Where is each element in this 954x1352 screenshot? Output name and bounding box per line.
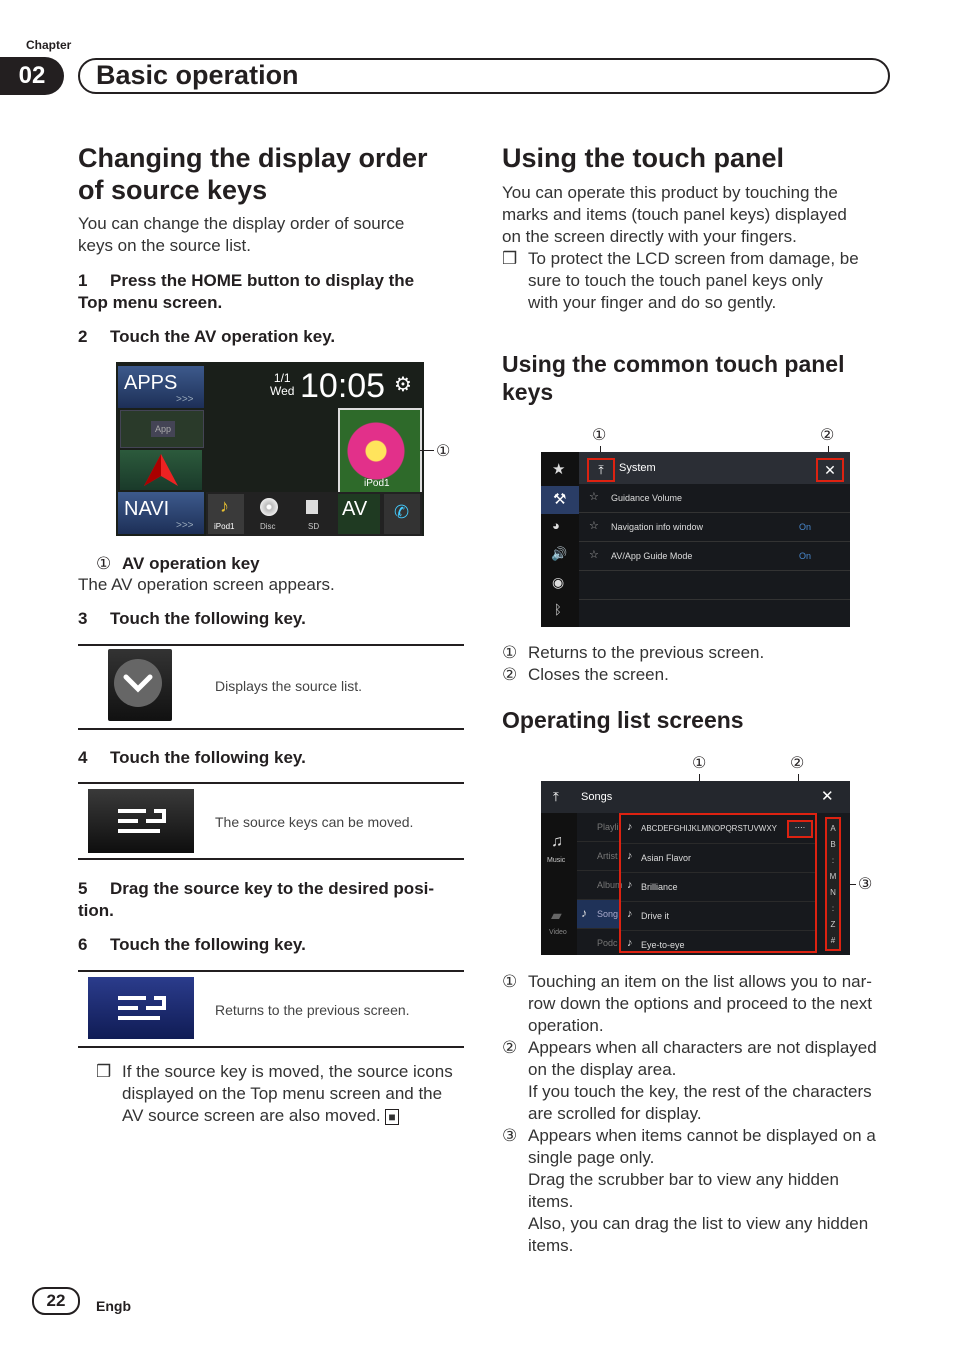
speaker-icon[interactable]: 🔊	[551, 546, 568, 561]
subsection-common-keys	[502, 350, 844, 406]
step-text: Press the HOME button to display the	[110, 271, 415, 290]
category-item[interactable]	[577, 871, 623, 900]
step-number: 3	[78, 609, 88, 628]
list-item[interactable]	[621, 931, 815, 955]
legend-line: items.	[528, 1236, 574, 1255]
left-intro-line: keys on the source list.	[78, 236, 251, 255]
favorite-star-icon[interactable]: ☆	[589, 549, 599, 561]
music-note-icon: ♪	[220, 496, 229, 516]
step-number: 1	[78, 271, 88, 290]
bluetooth-icon[interactable]: ᛒ	[554, 602, 562, 617]
legend-label: AV operation key	[122, 554, 260, 573]
song-list	[619, 813, 817, 953]
chapter-title: Basic operation	[96, 60, 299, 90]
app-button[interactable]	[120, 410, 204, 448]
list-legend	[502, 971, 902, 1257]
key-table-row-3	[78, 970, 464, 1048]
left-intro	[78, 213, 404, 257]
row-description: Returns to the previous screen.	[215, 1002, 410, 1018]
settings-row-value: On	[799, 551, 812, 561]
sd-card-icon	[306, 500, 318, 514]
list-header	[541, 781, 850, 813]
apps-arrows: >>>	[176, 394, 194, 405]
settings-row[interactable]	[579, 542, 850, 571]
av-key-description: The AV operation screen appears.	[78, 575, 335, 594]
dock-label: SD	[308, 522, 320, 531]
av-key-legend	[96, 553, 260, 575]
settings-row-label: AV/App Guide Mode	[611, 551, 693, 561]
legend-line: Appears when items cannot be displayed on a	[528, 1126, 876, 1145]
reorder-icon	[116, 805, 170, 837]
settings-list	[579, 484, 850, 600]
callout-marker: ②	[790, 755, 805, 772]
date-day: Wed	[270, 384, 295, 398]
step-text: Top menu screen.	[78, 293, 223, 312]
row-description: The source keys can be moved.	[215, 814, 414, 830]
apps-button[interactable]	[118, 366, 204, 408]
category-item-selected[interactable]	[577, 900, 619, 929]
settings-row[interactable]	[579, 484, 850, 513]
music-note-icon: ♪	[627, 821, 633, 833]
source-list-key[interactable]	[108, 649, 172, 721]
key-table-row-2	[78, 782, 464, 860]
scrubber-letters	[827, 821, 839, 949]
right-intro-line: You can operate this product by touching the	[502, 183, 838, 202]
right-section-title: Using the touch panel	[502, 143, 785, 173]
legend-line: row down the options and proceed to the next	[528, 994, 873, 1013]
step-text: Touch the following key.	[110, 748, 306, 767]
list-item-label: Asian Flavor	[641, 853, 692, 863]
scrubber-letter: N	[830, 888, 836, 897]
music-note-icon: ♪	[627, 850, 633, 862]
page-number: 22	[32, 1287, 80, 1315]
left-title-line2: of source keys	[78, 175, 268, 205]
left-note	[96, 1061, 466, 1127]
list-item-label: ABCDEFGHIJKLMNOPQRSTUVWXY	[641, 824, 778, 833]
scrubber-letter: A	[830, 824, 836, 833]
step-text: Touch the following key.	[110, 609, 306, 628]
settings-row[interactable]	[579, 513, 850, 542]
legend-line: Also, you can drag the list to view any hidden	[528, 1214, 869, 1233]
system-header	[579, 452, 850, 484]
dock-sd-button[interactable]	[294, 494, 330, 534]
note-line: AV source screen are also moved.	[122, 1106, 381, 1125]
step-number: 6	[78, 935, 88, 954]
scrubber-letter: :	[831, 856, 835, 865]
music-note-icon: ♪	[627, 908, 633, 920]
callout-marker: ①	[502, 972, 518, 991]
note-line: with your finger and do so gently.	[528, 293, 777, 312]
legend-line: Drag the scrubber bar to view any hidden	[528, 1170, 839, 1189]
left-intro-line: You can change the display order of source	[78, 214, 405, 233]
note-checkbox-icon: ❒	[502, 249, 518, 268]
legend-line: If you touch the key, the rest of the characters	[528, 1082, 872, 1101]
callout-marker: ①	[436, 443, 451, 460]
star-icon[interactable]: ★	[552, 461, 566, 478]
navigation-arrow-icon	[144, 454, 178, 486]
callout-marker: ②	[502, 665, 518, 684]
back-arrow-icon[interactable]: ⤒	[587, 458, 615, 482]
step-text: tion.	[78, 901, 114, 920]
language-code: Engb	[96, 1298, 131, 1314]
scrubber-letter: B	[830, 840, 836, 849]
category-item[interactable]	[577, 842, 619, 871]
ipod-label: iPod1	[364, 478, 390, 489]
dock-av-button[interactable]	[338, 494, 380, 534]
app-button-label: App	[151, 421, 175, 437]
date-top: 1/1	[273, 371, 291, 385]
callout-marker: ②	[820, 427, 835, 444]
key-table-row-1	[78, 644, 464, 730]
top-menu-screenshot	[116, 362, 424, 536]
legend-line: are scrolled for display.	[528, 1104, 702, 1123]
music-note-icon: ♪	[581, 906, 587, 920]
legend-line: on the display area.	[528, 1060, 677, 1079]
system-tab[interactable]	[541, 486, 579, 514]
right-intro	[502, 182, 847, 248]
settings-row-label: Navigation info window	[611, 522, 704, 532]
back-arrow-icon[interactable]: ⤒	[553, 789, 559, 804]
chevron-down-icon	[114, 659, 162, 707]
alphabet-scrubber-bar[interactable]	[825, 817, 841, 951]
list-item[interactable]	[621, 844, 815, 873]
legend-text: Closes the screen.	[528, 665, 669, 684]
chapter-label: Chapter	[26, 38, 72, 52]
music-note-icon: ♪	[627, 879, 633, 891]
navi-arrows: >>>	[176, 520, 194, 531]
theme-icon[interactable]: ◕	[552, 518, 560, 533]
dock-label: Disc	[260, 522, 276, 531]
callout-leader	[420, 450, 434, 451]
category-label: Song	[597, 909, 619, 919]
favorite-star-icon[interactable]: ☆	[589, 520, 599, 532]
subsection-title-line: Using the common touch panel	[502, 351, 845, 377]
system-settings-screenshot	[541, 452, 850, 627]
navi-map-tile[interactable]	[120, 450, 202, 490]
step-2	[78, 326, 335, 348]
av-operation-key[interactable]	[338, 408, 422, 494]
note-line: If the source key is moved, the source icons	[122, 1062, 453, 1081]
dock-disc-button[interactable]	[250, 494, 286, 534]
callout-marker: ③	[502, 1126, 518, 1145]
clock: 10:05	[300, 367, 386, 405]
legend-entry	[502, 1037, 902, 1125]
step-number: 4	[78, 748, 88, 767]
scrubber-letter: #	[830, 936, 836, 945]
songs-list-screenshot	[541, 781, 850, 955]
navi-button[interactable]	[118, 492, 204, 534]
left-title-line1: Changing the display order	[78, 143, 428, 173]
category-item[interactable]	[577, 813, 619, 842]
right-intro-line: on the screen directly with your fingers.	[502, 227, 797, 246]
step-1	[78, 270, 414, 314]
dock-phone-button[interactable]	[384, 494, 420, 534]
settings-gear-icon[interactable]: ⚙	[394, 374, 412, 396]
callout-marker: ③	[858, 876, 873, 893]
step-3	[78, 608, 306, 630]
list-item[interactable]	[621, 873, 815, 902]
list-item[interactable]	[621, 815, 815, 844]
step-4	[78, 747, 306, 769]
music-tab-label: Music	[547, 857, 566, 864]
camera-icon[interactable]: ◉	[552, 574, 565, 590]
media-sidebar	[541, 813, 577, 955]
list-item-label: Brilliance	[641, 882, 678, 892]
category-label: Playli	[597, 822, 619, 832]
legend-entry	[502, 1125, 902, 1257]
note-line: displayed on the Top menu screen and the	[122, 1084, 443, 1103]
video-icon[interactable]: ▰	[551, 907, 562, 923]
favorite-star-icon[interactable]: ☆	[589, 491, 599, 503]
note-checkbox-icon: ❒	[96, 1062, 112, 1081]
category-column	[577, 813, 623, 955]
disc-icon	[260, 498, 278, 516]
date-display	[270, 372, 294, 398]
right-note	[502, 248, 902, 314]
legend-line: items.	[528, 1192, 574, 1211]
step-number: 5	[78, 879, 88, 898]
note-line: To protect the LCD screen from damage, be	[528, 249, 859, 268]
phone-icon: ✆	[394, 502, 410, 522]
category-label: Album	[597, 880, 623, 890]
more-characters-button[interactable]: ····	[787, 820, 813, 838]
scrubber-letter: Z	[830, 920, 836, 929]
step-text: Touch the following key.	[110, 935, 306, 954]
category-label: Podc	[597, 938, 618, 948]
navi-label: NAVI	[124, 498, 170, 520]
return-key[interactable]	[88, 977, 194, 1039]
close-icon[interactable]: ✕	[816, 458, 844, 482]
scrubber-letter: M	[829, 872, 837, 881]
legend-line: Appears when all characters are not displayed	[528, 1038, 877, 1057]
legend-line: operation.	[528, 1016, 604, 1035]
note-line: sure to touch the touch panel keys only	[528, 271, 823, 290]
wrench-icon: ⚒	[553, 491, 567, 508]
list-item[interactable]	[621, 902, 815, 931]
screen-title: System	[619, 462, 656, 474]
close-icon[interactable]: ✕	[821, 788, 834, 805]
legend-line: single page only.	[528, 1148, 655, 1167]
dock-label: iPod1	[214, 522, 235, 531]
callout-marker: ②	[502, 1038, 518, 1057]
settings-row-value: On	[799, 522, 812, 532]
screen-title: Songs	[581, 791, 613, 803]
source-dock	[206, 492, 422, 536]
callout-marker: ①	[692, 755, 707, 772]
legend-entry	[502, 971, 902, 1037]
row-description: Displays the source list.	[215, 678, 363, 694]
reorder-return-icon	[116, 992, 170, 1024]
list-item-label: Drive it	[641, 911, 670, 921]
music-note-icon: ♪	[627, 937, 633, 949]
subsection-list-screens: Operating list screens	[502, 707, 744, 733]
music-note-icon[interactable]: ♫	[551, 833, 563, 850]
category-item[interactable]	[577, 929, 619, 955]
settings-sidebar	[541, 452, 579, 627]
chapter-number-badge: 02	[0, 57, 64, 95]
apps-label: APPS	[124, 372, 178, 394]
right-intro-line: marks and items (touch panel keys) displayed	[502, 205, 847, 224]
step-text: Touch the AV operation key.	[110, 327, 336, 346]
settings-row-empty	[579, 571, 850, 600]
left-section-title	[78, 142, 478, 206]
callout-marker: ①	[96, 554, 112, 573]
scrubber-letter: :	[831, 904, 835, 913]
move-source-key[interactable]	[88, 789, 194, 853]
subsection-title-line: keys	[502, 379, 554, 405]
dock-av-label: AV	[342, 498, 368, 520]
legend-text: Returns to the previous screen.	[528, 643, 765, 662]
legend-line: Touching an item on the list allows you to nar-	[528, 972, 872, 991]
callout-marker: ①	[592, 427, 607, 444]
step-text: Drag the source key to the desired posi-	[110, 879, 435, 898]
callout-marker: ①	[502, 643, 518, 662]
step-6	[78, 934, 306, 956]
end-mark-icon: ■	[385, 1109, 398, 1125]
step-5	[78, 878, 434, 922]
system-legend	[502, 642, 764, 686]
step-number: 2	[78, 327, 88, 346]
dock-ipod-button[interactable]	[208, 494, 244, 534]
settings-row-label: Guidance Volume	[611, 493, 683, 503]
list-item-label: Eye-to-eye	[641, 940, 685, 950]
video-tab-label: Video	[549, 929, 567, 936]
category-label: Artist	[597, 851, 618, 861]
